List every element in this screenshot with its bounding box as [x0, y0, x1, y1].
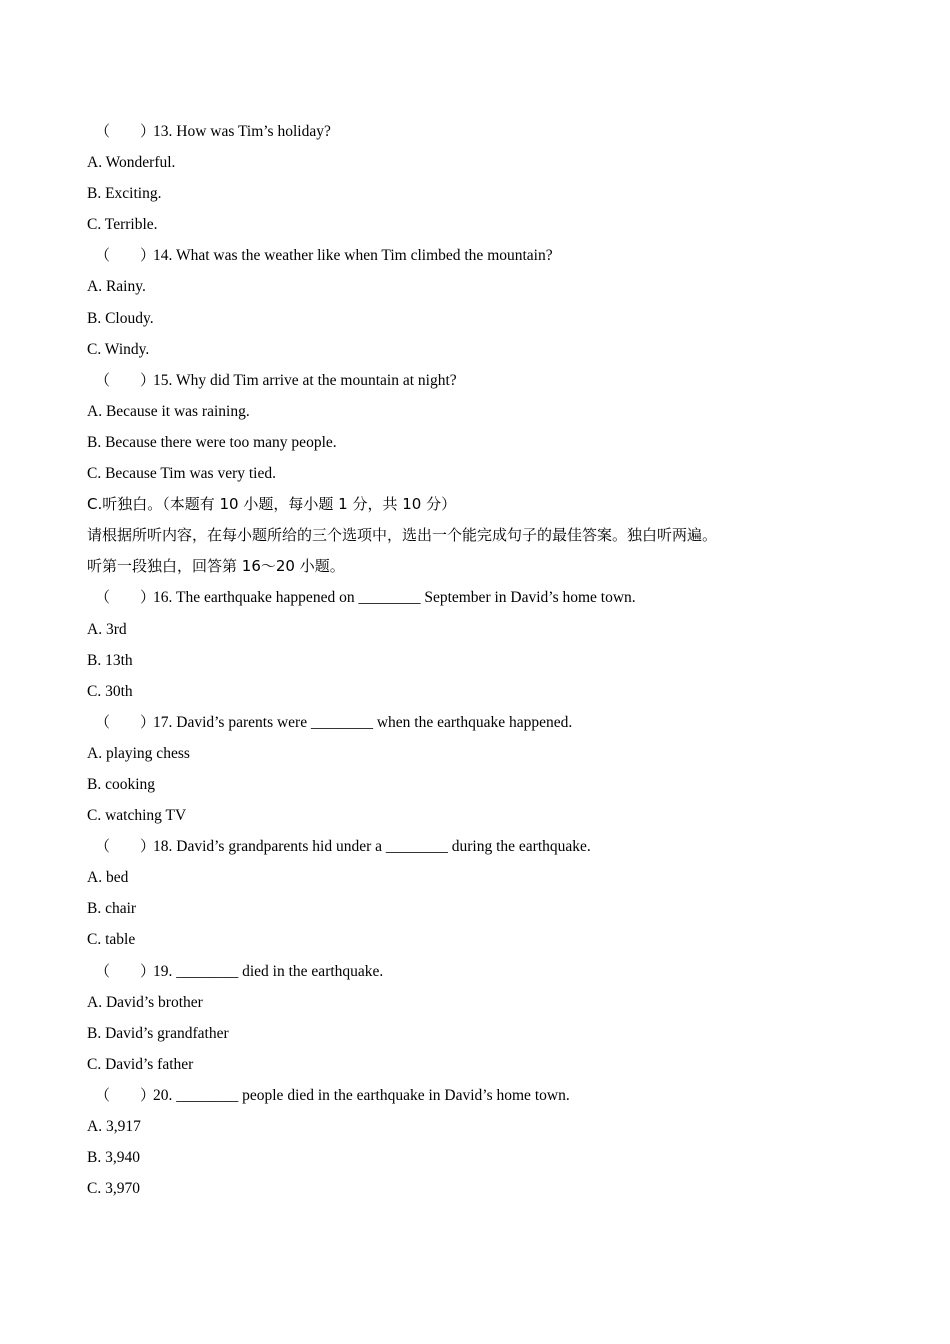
option-17-c: C. watching TV: [87, 807, 187, 825]
option-20-a: A. 3,917: [87, 1118, 141, 1135]
question-text: 18. David’s grandparents hid under a ________ during the earthquake.: [153, 838, 591, 856]
monologue-instruction: 听第一段独白，回答第 16～20 小题。: [87, 557, 345, 576]
option-13-c: C. Terrible.: [87, 216, 158, 234]
option-18-b: B. chair: [87, 900, 137, 918]
question-17: [87, 707, 887, 738]
answer-paren[interactable]: （ ）: [95, 370, 156, 389]
section-c-heading: C.听独白。（本题有 10 小题，每小题 1 分，共 10 分）: [87, 495, 457, 514]
option-20-b: B. 3,940: [87, 1149, 140, 1167]
question-text: 14. What was the weather like when Tim climbed the mountain?: [153, 247, 553, 265]
option-14-c: C. Windy.: [87, 340, 150, 358]
question-16: [87, 582, 887, 613]
option-15-b: B. Because there were too many people.: [87, 433, 337, 451]
answer-paren[interactable]: （ ）: [95, 712, 156, 731]
answer-paren[interactable]: （ ）: [95, 246, 156, 265]
option-13-b: B. Exciting.: [87, 185, 162, 203]
answer-paren[interactable]: （ ）: [95, 122, 156, 140]
option-16-a: A. 3rd: [87, 620, 127, 638]
option-14-a: A. Rainy.: [87, 278, 146, 296]
question-text: 13. How was Tim’s holiday?: [153, 123, 331, 140]
question-text: 15. Why did Tim arrive at the mountain at night?: [153, 371, 457, 389]
option-14-b: B. Cloudy.: [87, 309, 154, 327]
option-17-a: A. playing chess: [87, 744, 190, 762]
option-15-a: A. Because it was raining.: [87, 402, 250, 420]
question-19: [87, 956, 887, 987]
question-text: 19. ________ died in the earthquake.: [153, 962, 384, 980]
section-c-instruction: 请根据所听内容，在每小题所给的三个选项中，选出一个能完成句子的最佳答案。独白听两遍。: [87, 526, 718, 545]
option-19-b: B. David’s grandfather: [87, 1024, 229, 1042]
question-14: [87, 240, 887, 271]
option-19-c: C. David’s father: [87, 1055, 194, 1073]
document-page: [87, 116, 887, 1204]
question-18: [87, 831, 887, 862]
question-text: 20. ________ people died in the earthquake in David’s home town.: [153, 1086, 570, 1104]
question-15: [87, 365, 887, 396]
option-19-a: A. David’s brother: [87, 993, 203, 1011]
answer-paren[interactable]: （ ）: [95, 837, 156, 856]
question-20: [87, 1080, 887, 1111]
option-13-a: A. Wonderful.: [87, 154, 176, 172]
option-15-c: C. Because Tim was very tied.: [87, 465, 276, 483]
option-16-c: C. 30th: [87, 682, 133, 700]
option-16-b: B. 13th: [87, 651, 133, 669]
question-text: 17. David’s parents were ________ when the earthquake happened.: [153, 713, 573, 731]
answer-paren[interactable]: （ ）: [95, 588, 156, 607]
answer-paren[interactable]: （ ）: [95, 961, 156, 980]
option-18-c: C. table: [87, 931, 136, 949]
option-17-b: B. cooking: [87, 775, 156, 793]
option-20-c: C. 3,970: [87, 1180, 140, 1198]
option-18-a: A. bed: [87, 869, 129, 887]
question-text: 16. The earthquake happened on ________ September in David’s home town.: [153, 589, 636, 607]
question-13: [87, 116, 887, 147]
answer-paren[interactable]: （ ）: [95, 1085, 156, 1104]
